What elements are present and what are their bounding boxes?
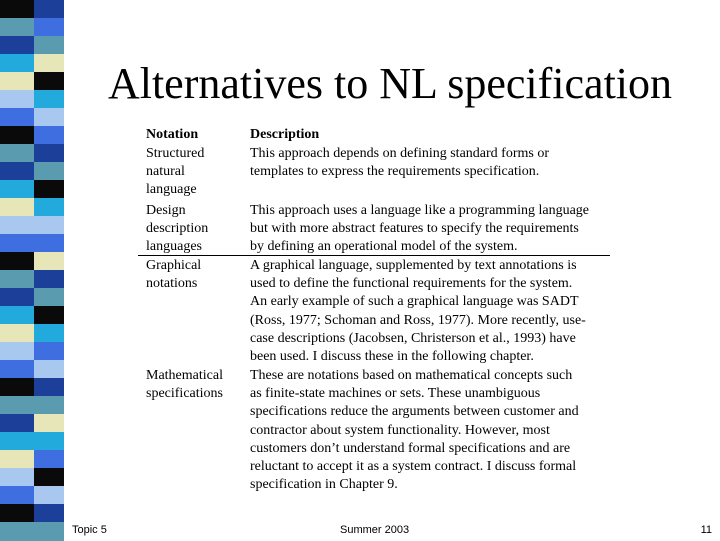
stripe-segment — [34, 36, 64, 55]
decorative-stripe-bar — [0, 0, 64, 540]
stripe-segment — [0, 18, 34, 37]
stripe-segment — [34, 72, 64, 91]
stripe-segment — [34, 18, 64, 37]
stripe-segment — [0, 0, 34, 19]
stripe-segment — [34, 270, 64, 289]
table-divider — [138, 255, 610, 256]
slide-title: Alternatives to NL specification — [107, 59, 673, 108]
stripe-segment — [34, 306, 64, 325]
stripe-segment — [34, 126, 64, 145]
stripe-segment — [34, 504, 64, 523]
stripe-segment — [34, 360, 64, 379]
row-description: This approach depends on defining standard forms or templates to express the requirements specification. — [250, 146, 549, 180]
header-description: Description — [250, 127, 320, 142]
stripe-segment — [0, 126, 34, 145]
stripe-segment — [0, 216, 34, 235]
stripe-segment — [0, 504, 34, 523]
stripe-segment — [0, 270, 34, 289]
stripe-segment — [34, 396, 64, 415]
stripe-segment — [0, 306, 34, 325]
stripe-segment — [0, 414, 34, 433]
row-description: This approach uses a language like a programming language but with more abstract features to specify the requirements by defining an operational model of the system. — [250, 203, 589, 255]
stripe-segment — [0, 486, 34, 505]
stripe-segment — [0, 252, 34, 271]
row-notation: Structured natural language — [146, 146, 205, 198]
stripe-segment — [0, 54, 34, 73]
stripe-segment — [0, 36, 34, 55]
footer-date: Summer 2003 — [340, 524, 410, 536]
stripe-segment — [34, 342, 64, 361]
stripe-segment — [0, 180, 34, 199]
stripe-segment — [34, 90, 64, 109]
stripe-segment — [0, 288, 34, 307]
stripe-segment — [0, 432, 34, 451]
stripe-segment — [0, 468, 34, 487]
stripe-segment — [34, 378, 64, 397]
stripe-segment — [0, 522, 34, 541]
footer-page-number: 11 — [700, 524, 712, 536]
stripe-segment — [34, 450, 64, 469]
row-notation: Graphical notations — [146, 258, 202, 292]
stripe-segment — [34, 486, 64, 505]
stripe-segment — [34, 162, 64, 181]
stripe-segment — [0, 378, 34, 397]
stripe-segment — [34, 288, 64, 307]
stripe-segment — [34, 108, 64, 127]
stripe-segment — [0, 72, 34, 91]
stripe-segment — [0, 234, 34, 253]
stripe-segment — [34, 252, 64, 271]
footer-topic: Topic 5 — [72, 524, 107, 536]
stripe-segment — [34, 180, 64, 199]
stripe-segment — [34, 216, 64, 235]
stripe-segment — [34, 468, 64, 487]
stripe-segment — [34, 234, 64, 253]
stripe-segment — [34, 0, 64, 19]
stripe-segment — [0, 396, 34, 415]
stripe-segment — [0, 90, 34, 109]
stripe-segment — [0, 144, 34, 163]
row-description: A graphical language, supplemented by text annotations is used to define the functional requirements for the system. An early example of such a graphical language was SADT (Ross, 1977; Schoman and Ross, 1977). More recently, use- case descriptions (Jacobsen, Christerson et al., 1993) have been used. I discuss these in the following chapter. — [250, 258, 586, 365]
stripe-segment — [34, 432, 64, 451]
stripe-segment — [0, 198, 34, 217]
row-notation: Design description languages — [146, 203, 209, 255]
stripe-segment — [34, 198, 64, 217]
stripe-segment — [34, 144, 64, 163]
stripe-segment — [0, 450, 34, 469]
stripe-segment — [0, 342, 34, 361]
row-notation: Mathematical specifications — [146, 368, 223, 402]
stripe-segment — [0, 360, 34, 379]
stripe-segment — [0, 324, 34, 343]
stripe-segment — [0, 162, 34, 181]
stripe-segment — [34, 324, 64, 343]
row-description: These are notations based on mathematical concepts such as finite-state machines or sets. These unambiguous specifications reduce the arguments between customer and contractor about system functionality. However, most customers don’t understand formal specifications and are reluctant to accept it as a system contract. I discuss formal specification in Chapter 9. — [250, 368, 579, 493]
header-notation: Notation — [146, 127, 199, 142]
stripe-segment — [34, 414, 64, 433]
notation-table — [138, 124, 618, 494]
stripe-segment — [0, 108, 34, 127]
stripe-segment — [34, 54, 64, 73]
stripe-segment — [34, 522, 64, 541]
